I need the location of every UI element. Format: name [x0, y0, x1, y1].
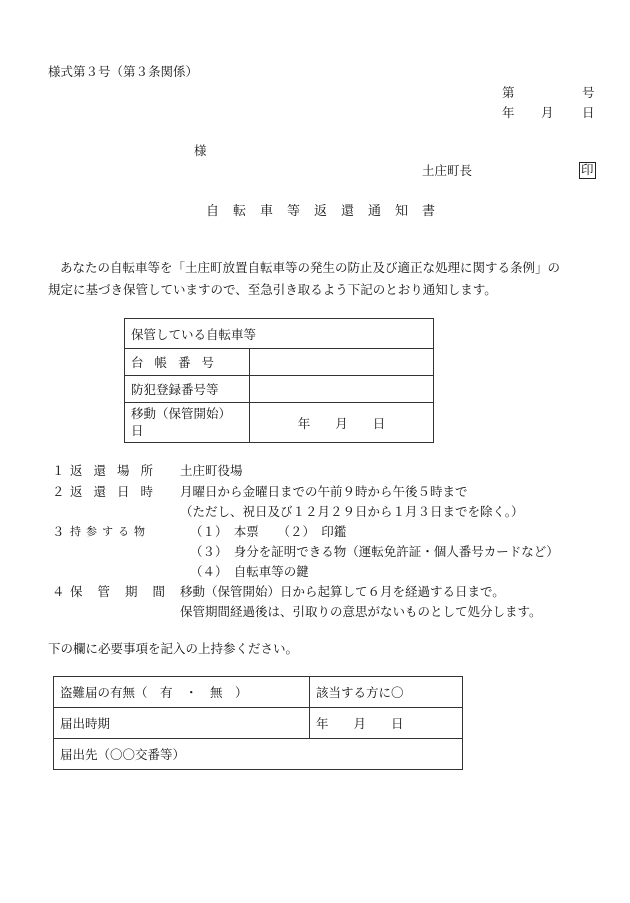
ledger-number-label: 台帳番号 — [125, 349, 250, 376]
body-text-line-2: 規定に基づき保管していますので、至急引き取るよう下記のとおり通知します。 — [48, 282, 497, 297]
report-date-value[interactable]: 年 月 日 — [310, 708, 463, 739]
storage-start-label-line-1: 移動（保管開始） — [131, 405, 232, 421]
theft-report-table — [53, 676, 463, 770]
addressee-suffix: 様 — [194, 143, 207, 158]
item-2-number: ２ — [52, 484, 65, 499]
item-3-line-2: （３） 身分を証明できる物（運転免許証・個人番号カードなど） — [190, 544, 559, 559]
bicycle-info-table — [124, 318, 434, 443]
item-3-line-1: （１） 本票 （２） 印鑑 — [190, 524, 347, 539]
storage-start-label-line-2: 日 — [131, 422, 144, 438]
item-4-label: 保管期間 — [70, 584, 181, 599]
registration-number-label: 防犯登録番号等 — [125, 376, 250, 403]
item-1-value: 土庄町役場 — [180, 463, 243, 478]
item-2-note: （ただし、祝日及び１２月２９日から１月３日までを除く。） — [180, 504, 524, 519]
bicycle-info-heading: 保管している自転車等 — [125, 319, 434, 349]
doc-number-prefix: 第 — [502, 85, 515, 100]
document-title: 自転車等返還通知書 — [206, 204, 450, 219]
storage-start-date[interactable]: 年 月 日 — [250, 403, 434, 443]
ledger-number-value[interactable] — [250, 349, 434, 376]
theft-report-label[interactable]: 盗難届の有無（ 有 ・ 無 ） — [54, 677, 310, 708]
report-date-label: 届出時期 — [54, 708, 310, 739]
item-3-label: 持参する物 — [70, 525, 150, 538]
doc-number-suffix: 号 — [582, 85, 595, 100]
issuer-name: 土庄町長 — [422, 163, 473, 178]
item-3-line-3: （４） 自転車等の鍵 — [190, 564, 309, 579]
item-1-number: １ — [52, 463, 65, 478]
date-year: 年 — [502, 105, 515, 120]
item-2-label: 返還日時 — [70, 484, 165, 499]
registration-number-value[interactable] — [250, 376, 434, 403]
date-day: 日 — [582, 105, 595, 120]
storage-start-label — [125, 403, 250, 443]
item-3-number: ３ — [52, 524, 65, 539]
item-2-value: 月曜日から金曜日までの午前９時から午後５時まで — [180, 484, 468, 499]
item-4-number: ４ — [52, 584, 65, 599]
item-4-note: 保管期間経過後は、引取りの意思がないものとして処分します。 — [180, 604, 542, 619]
body-text-line-1: あなたの自転車等を「土庄町放置自転車等の発生の防止及び適正な処理に関する条例」の — [60, 260, 561, 275]
report-destination[interactable]: 届出先（〇〇交番等） — [54, 739, 463, 770]
instruction-text: 下の欄に必要事項を記入の上持参ください。 — [48, 641, 299, 656]
seal-mark: 印 — [581, 162, 594, 177]
date-month: 月 — [541, 105, 554, 120]
item-4-value: 移動（保管開始）日から起算して６月を経過する日まで。 — [180, 584, 505, 599]
form-label: 様式第３号（第３条関係） — [48, 64, 199, 79]
item-1-label: 返還場所 — [70, 463, 165, 478]
theft-report-note: 該当する方に〇 — [310, 677, 463, 708]
